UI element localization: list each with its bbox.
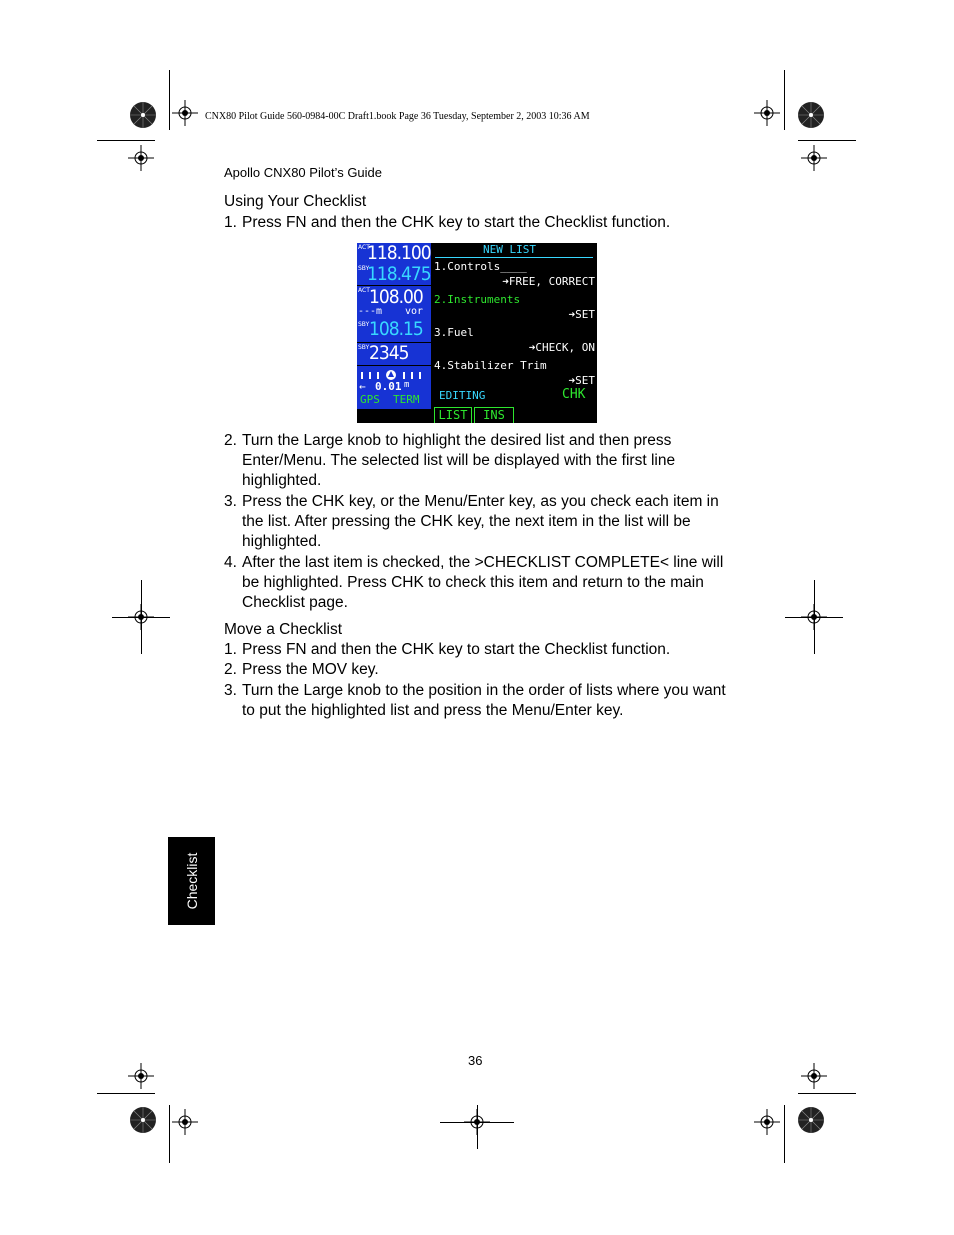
status-editing: EDITING [439,389,486,402]
list-item: 4. After the last item is checked, the >CHECKLIST COMPLETE< line will be highlighted. Press CHK to check this item and return to the main Checklist page. [224,554,724,611]
registration-mark-icon [172,100,198,126]
com-active-frequency: 118.100 [367,243,431,264]
checklist-item-action: ➜SET [568,308,595,321]
gps-mode: GPS [360,393,380,406]
registration-mark-icon [801,1063,827,1089]
checklist-item-action: ➜FREE, CORRECT [502,275,595,288]
nav-standby-frequency: 108.15 [369,318,423,340]
cdi-value: 0.01 [375,380,402,393]
registration-mark-icon [172,1109,198,1135]
gps-phase: TERM [393,393,420,406]
page-number: 36 [468,1053,483,1068]
frequency-panel [357,243,431,409]
list-item: 2. Turn the Large knob to highlight the desired list and then press Enter/Menu. The selected list will be displayed with the first line highlighted. [224,432,676,489]
active-tag: ACT [358,244,370,251]
checklist-item-action: ➜CHECK, ON [528,341,595,354]
chapter-tab-label: Checklist [183,852,200,910]
registration-mark-icon [754,1109,780,1135]
checklist-item-action: ➜SET [568,374,595,387]
softkey-ins: INS [474,407,514,423]
softkey-list: LIST [434,407,472,423]
registration-mark-icon [801,145,827,171]
section-heading: Using Your Checklist [224,193,367,210]
nav-ident: ---m [358,306,383,317]
checklist-item-label: 4.Stabilizer Trim [434,359,547,372]
print-slug: CNX80 Pilot Guide 560-0984-00C Draft1.book Page 36 Tuesday, September 2, 2003 10:36 AM [205,111,590,122]
star-target-icon [797,1106,825,1134]
section-heading: Move a Checklist [224,621,343,638]
standby-tag: SBY [358,265,370,272]
standby-tag: SBY [358,344,370,351]
list-item: 3. Turn the Large knob to the position in the order of lists where you want to put the highlighted list and press the Menu/Enter key. [224,682,726,719]
list-item: 3. Press the CHK key, or the Menu/Enter key, as you check each item in the list. After pressing the CHK key, the next item in the list will be highlighted. [224,493,719,550]
star-target-icon [797,101,825,129]
list-title: NEW LIST [483,243,536,256]
standby-tag: SBY [358,321,370,328]
registration-mark-icon [128,1063,154,1089]
nav-mode: vor [405,306,424,317]
list-item: 2. Press the MOV key. [224,661,379,678]
star-target-icon [129,101,157,129]
com-standby-frequency: 118.475 [367,263,431,285]
star-target-icon [129,1106,157,1134]
checklist-item-label: 3.Fuel [434,326,474,339]
registration-mark-icon [754,100,780,126]
checklist-item-label: 2.Instruments [434,293,521,306]
title-underline [435,257,593,258]
transponder-code: 2345 [369,342,409,364]
device-screen [357,243,597,423]
nav-active-frequency: 108.00 [369,286,423,308]
list-item: 1. Press FN and then the CHK key to start the Checklist function. [224,641,671,658]
running-header: Apollo CNX80 Pilot’s Guide [224,165,383,180]
checklist-item-label: 1.Controls____ [434,260,527,273]
active-tag: ACT [358,287,370,294]
left-arrow-icon: ← [359,380,366,393]
list-item: 1. Press FN and then the CHK key to start the Checklist function. [224,214,671,231]
chapter-tab [168,837,215,925]
mode-indicator: CHK [562,387,586,402]
cdi-unit: m [404,380,410,390]
registration-mark-icon [128,145,154,171]
